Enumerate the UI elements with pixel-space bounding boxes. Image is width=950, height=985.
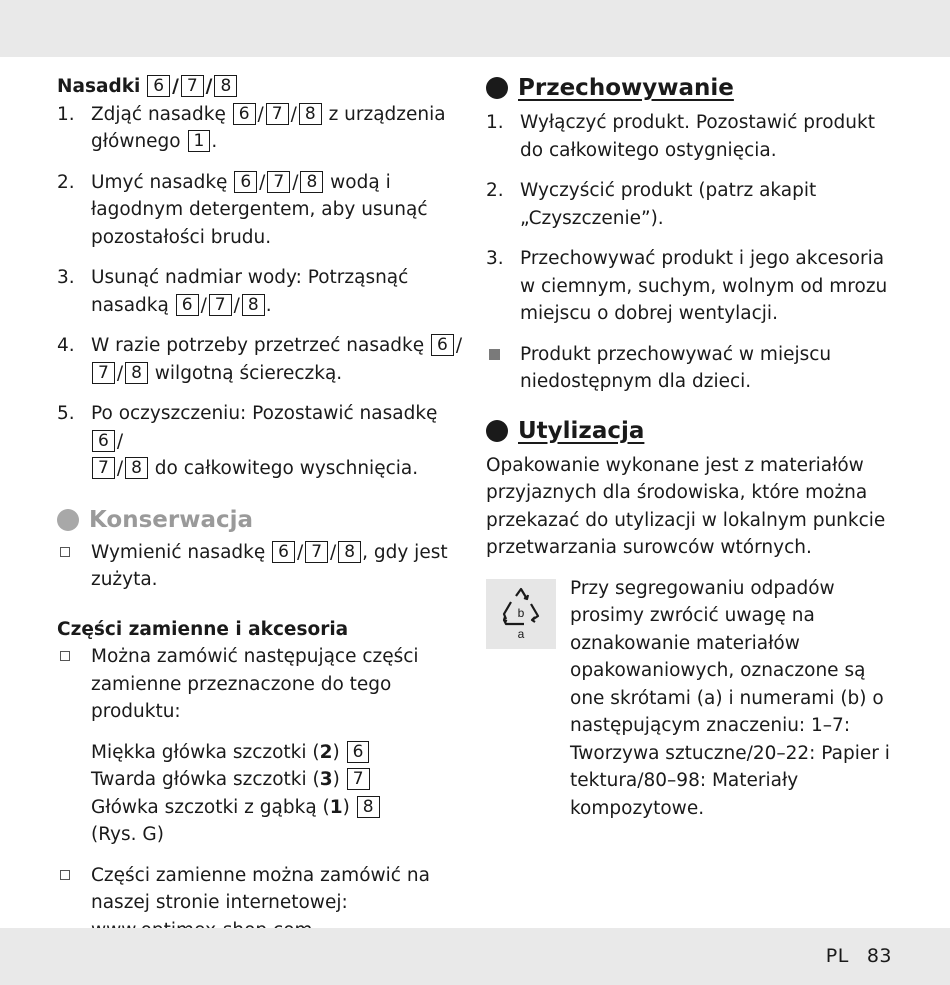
bottom-bar xyxy=(0,928,950,985)
bullet-dot-icon xyxy=(486,420,508,442)
square-bullet-icon xyxy=(489,349,500,360)
list-item: 4. W razie potrzeby przetrzeć nasadkę 6 / 7 / 8 wilgotną ściereczką. xyxy=(57,335,463,384)
przechowywanie-heading: Przechowywanie xyxy=(486,73,898,103)
recycle-icon xyxy=(486,579,556,649)
nasadki-steps xyxy=(57,101,467,483)
spare-parts-list xyxy=(57,739,467,849)
przechowywanie-bullet: Produkt przechowywać w miejscu niedostępnym dla dzieci. xyxy=(486,341,898,396)
figure-reference: (Rys. G) xyxy=(91,824,164,845)
przechowywanie-steps xyxy=(486,109,898,328)
square-bullet-icon xyxy=(60,547,70,557)
list-item: 5. Po oczyszczeniu: Pozostawić nasadkę 6 / 7 / 8 do całkowitego wyschnięcia. xyxy=(57,403,438,479)
left-column xyxy=(57,73,467,944)
list-item: Miękka główka szczotki (2) 6 xyxy=(91,739,467,767)
recycle-code-b: b xyxy=(517,605,525,620)
list-item: 1. Zdjąć nasadkę 6 / 7 / 8 z urządzenia głównego 1 . xyxy=(57,103,446,152)
bullet-dot-icon xyxy=(57,509,79,531)
list-item: Główka szczotki z gąbką (1) 8 xyxy=(91,794,467,822)
list-item: 2. Umyć nasadkę 6 / 7 / 8 wodą i łagodnym detergentem, aby usunąć pozostałości brudu. xyxy=(57,171,428,248)
list-item: 2. Wyczyścić produkt (patrz akapit „Czyszczenie”). xyxy=(486,180,817,229)
czesci-heading: Części zamienne i akcesoria xyxy=(57,618,349,640)
recycle-code-a: a xyxy=(517,626,525,641)
square-bullet-icon xyxy=(60,870,70,880)
square-bullet-icon xyxy=(60,651,70,661)
recycle-note-text: Przy segregowaniu odpadów prosimy zwrócić uwagę na oznakowanie materiałów opakowaniowych, oznaczone są one skrótami (a) i numerami (b) o następującym znaczeniu: 1–7: Tworzywa sztuczne/20–22: Papier i tektura/80–98: Materiały kompozytowe. xyxy=(570,577,890,819)
utylizacja-paragraph: Opakowanie wykonane jest z materiałów przyjaznych dla środowiska, które można przekazać do utylizacji w lokalnym punkcie przetwarzania surowców wtórnych. xyxy=(486,454,886,558)
list-item: 3. Usunąć nadmiar wody: Potrząsnąć nasadką 6 / 7 / 8 . xyxy=(57,267,409,316)
utylizacja-heading: Utylizacja xyxy=(486,416,898,446)
page-number: 83 xyxy=(866,945,892,967)
language-code: PL xyxy=(825,945,849,967)
list-item: 1. Wyłączyć produkt. Pozostawić produkt do całkowitego ostygnięcia. xyxy=(486,112,875,161)
konserwacja-bullet: Wymienić nasadkę 6 / 7 / 8 , gdy jest zużyta. xyxy=(57,539,467,594)
top-bar xyxy=(0,0,950,57)
list-item: 3. Przechowywać produkt i jego akcesoria w ciemnym, suchym, wolnym od mrozu miejscu o dobrej wentylacji. xyxy=(486,248,888,324)
czesci-bullet-1: Można zamówić następujące części zamienne przeznaczone do tego produktu: xyxy=(57,643,467,726)
nasadki-heading: Nasadki 6 / 7 / 8 xyxy=(57,73,467,101)
list-item: Twarda główka szczotki (3) 7 xyxy=(91,766,467,794)
recycling-note xyxy=(486,575,898,823)
konserwacja-heading: Konserwacja xyxy=(57,505,467,535)
bullet-dot-icon xyxy=(486,77,508,99)
right-column xyxy=(486,73,898,822)
czesci-bullet-2: Części zamienne można zamówić na naszej stronie internetowej: xyxy=(57,862,467,945)
page-footer xyxy=(826,943,892,971)
